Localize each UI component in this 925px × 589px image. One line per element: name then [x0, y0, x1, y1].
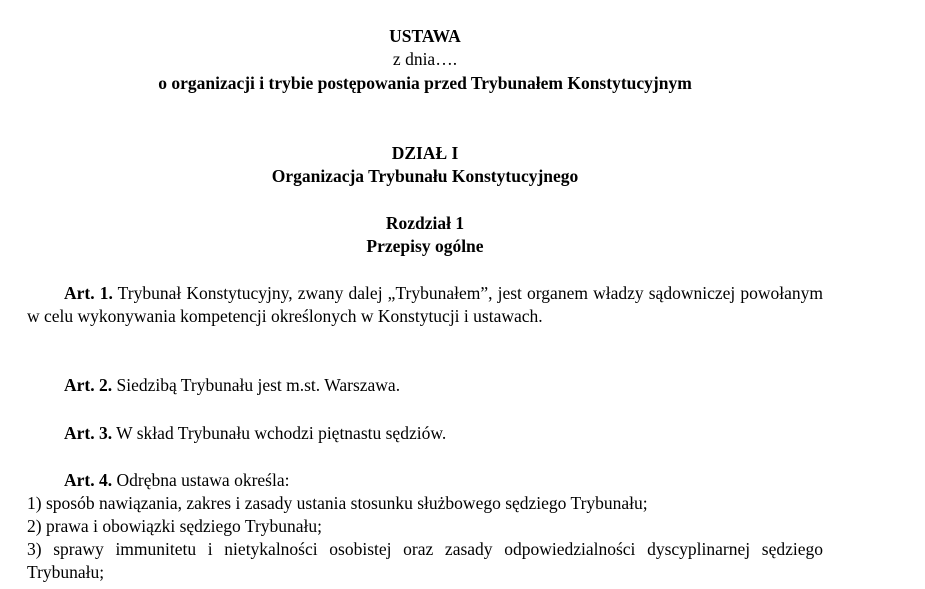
act-subject: o organizacji i trybie postępowania przed Trybunałem Konstytucyjnym	[158, 73, 692, 93]
section-label: DZIAŁ I	[391, 143, 459, 163]
article-3-text: W skład Trybunału wchodzi piętnastu sędziów.	[116, 423, 447, 443]
article-4-label: Art. 4.	[64, 470, 113, 490]
act-date: z dnia….	[392, 49, 458, 69]
article-2-label: Art. 2.	[64, 375, 113, 395]
article-1	[27, 282, 823, 327]
article-1-text: Trybunał Konstytucyjny, zwany dalej „Trybunałem”, jest organem władzy sądowniczej powołanym w celu wykonywania kompetencji określonych w Konstytucji i ustawach.	[27, 283, 823, 326]
article-3	[27, 422, 823, 445]
article-4-item-3: 3) sprawy immunitetu i nietykalności osobistej oraz zasady odpowiedzialności dyscyplinarnej sędziego Trybunału;	[27, 539, 823, 582]
article-2	[27, 374, 823, 397]
article-4-text: Odrębna ustawa określa:	[116, 470, 290, 490]
section-title: Organizacja Trybunału Konstytucyjnego	[271, 166, 579, 186]
article-3-label: Art. 3.	[64, 423, 113, 443]
chapter-title: Przepisy ogólne	[366, 236, 484, 256]
article-2-text: Siedzibą Trybunału jest m.st. Warszawa.	[116, 375, 401, 395]
article-1-label: Art. 1.	[64, 283, 113, 303]
article-4-item-1: 1) sposób nawiązania, zakres i zasady ustania stosunku służbowego sędziego Trybunału;	[27, 493, 648, 513]
article-4	[27, 469, 823, 492]
article-4-item-2: 2) prawa i obowiązki sędziego Trybunału;	[27, 516, 323, 536]
chapter-label: Rozdział 1	[385, 213, 465, 233]
act-title: USTAWA	[389, 26, 461, 46]
